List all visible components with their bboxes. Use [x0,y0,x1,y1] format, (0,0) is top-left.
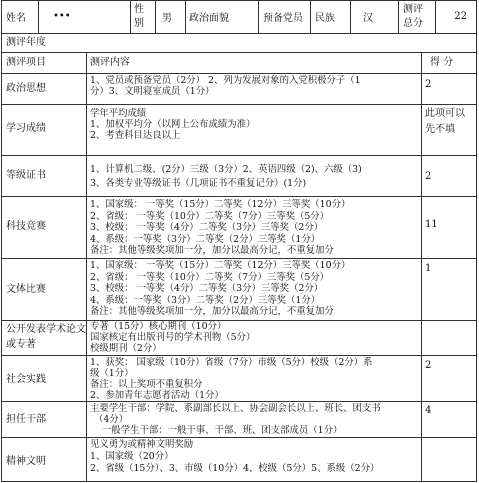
name-label-cell [1,0,39,33]
ethnicity-label: 民族 [315,13,335,24]
content-line: 2、考查科目达良以上 [90,130,181,141]
divider [1,401,477,402]
divider [1,437,477,438]
content-line: 备注：以上奖项不重复积分 [90,379,203,390]
content-line: 1、国家级（20分） [90,451,174,462]
row-content-publication [90,321,420,354]
content-line: 1、国家级： 一等奖（15分）二等奖（12分）三等奖（10分） [90,199,351,210]
row-item-sports: 文体比赛 [6,284,46,295]
name-value: ••• [53,11,71,22]
political-label: 政治面貌 [189,13,229,24]
gender-label: 性别 [134,3,144,29]
row-score-study: 此项可以先不填 [425,108,465,135]
column-divider [421,52,422,482]
year-row-label: 测评年度 [6,37,46,48]
row-item-study: 学习成绩 [6,123,46,134]
content-line: 备注：其他等级奖项加一分，加分以最高分记，不重复加分 [90,306,334,318]
row-content-science [90,199,420,257]
row-content-civility [90,439,420,475]
content-line: 1、计算机二级、(2分）三级（3分）2、英语四级（2)、六级（3) [90,164,362,175]
divider [1,73,477,74]
political-value: 预备党员 [263,13,303,24]
column-divider [86,52,87,482]
row-item-civility: 精神文明 [6,456,46,467]
content-line: 2、省级： 一等奖（10分）二等奖（7分）三等奖（5分） [90,210,330,222]
row-score-certificate: 2 [425,171,432,182]
content-line: 学年平均成绩 [90,108,147,119]
row-content-social [90,357,420,401]
content-line: 一般学生干部：一般干事、干部、班、团支部成员（1分） [102,425,343,436]
name-value-cell [39,0,131,33]
content-line: 国家核定有出版刊号的学术刊物（5分） [90,332,256,343]
score-column-header: 得 分 [430,57,454,68]
divider [1,355,477,356]
score-label-cell [399,0,436,33]
row-content-political [90,75,420,97]
row-item-publication: 公开发表学术论文或专著 [6,324,86,350]
content-line: 3、校级： 一等奖（4分）二等奖（3分）三等奖（2分） [90,222,324,234]
divider [1,33,477,34]
row-content-cadre [90,403,420,436]
content-line: 2、省级： 一等奖（10分）二等奖（7分）三等奖（5分） [90,271,330,283]
content-line: 1、加权平均分（以网上公布成绩为准） [90,119,256,130]
row-item-science: 科技竞赛 [6,221,46,232]
total-score-label: 测评总分 [403,3,423,29]
ethnicity-label-cell [311,0,351,33]
content-line: 1、获奖： 国家级（10分）省级（7分）市级（5分）校级（2分）系 [90,357,373,368]
row-content-certificate [90,163,420,191]
divider [1,196,477,197]
content-line: 备注：其他等级奖项加一分，加分以最高分记，不重复加分 [90,245,334,257]
content-line: 4、系级：一等奖（3分）二等奖（2分）三等奖（1分） [90,233,321,245]
political-value-cell [259,0,311,33]
student-info-header [1,0,477,33]
divider [1,52,477,53]
item-column-header: 测评项目 [6,57,46,68]
content-line: 1、党员或预备党员（2分） 2、列为发展对象的入党积极分子（1 [90,75,361,86]
row-item-social: 社会实践 [6,374,46,385]
row-score-social: 2 [425,360,432,371]
divider [1,258,477,259]
row-item-cadre: 担任干部 [6,414,46,425]
gender-value-cell [156,0,186,33]
political-label-cell [186,0,259,33]
row-score-cadre: 4 [425,405,432,416]
content-line: 级（1分） [90,368,134,379]
row-score-political: 2 [425,79,432,90]
gender-label-cell [131,0,156,33]
gender-value: 男 [162,13,172,24]
content-line: 校级期刊（2分） [90,343,162,354]
score-value-cell [436,0,477,33]
ethnicity-value-cell [351,0,399,33]
row-score-sports: 1 [425,263,432,274]
content-line: 2、参加青年志愿者活动（1分） [90,390,224,401]
ethnicity-value: 汉 [363,13,373,24]
content-line: （4分） [94,414,129,425]
content-column-header: 测评内容 [90,57,130,68]
content-line: 2、省级（15分）、3、市级（10分）4、校级（5分）5、系级（2分） [90,463,380,474]
row-content-sports [90,260,420,318]
row-content-study [90,108,420,141]
content-line: 3、校级： 一等奖（4分）二等奖（3分）三等奖（2分） [90,283,324,295]
content-line: 专著（15分）核心期刊（10分） [90,321,227,332]
row-item-political: 政治思想 [6,83,46,94]
content-line: 3、各类专业等级证书（几项证书不重复记分）(1分) [90,178,307,189]
row-item-certificate: 等级证书 [6,170,46,181]
content-line: 4、系级：一等奖（3分）二等奖（2分）三等奖（1分） [90,294,321,306]
divider [1,155,477,156]
name-label: 姓名 [6,13,26,24]
content-line: 分）3、文明寝室成员（1分） [90,86,215,97]
row-score-science: 11 [425,219,438,230]
content-line: 1、国家级： 一等奖（15分）二等奖（12分）三等奖（10分） [90,260,351,271]
content-line: 主要学生干部：学院、系副部长以上、协会副会长以上、班长、团支书 [90,403,381,414]
divider [1,104,477,105]
content-line: 见义勇为或精神文明奖励 [90,439,194,450]
total-score-value: 22 [454,11,467,22]
